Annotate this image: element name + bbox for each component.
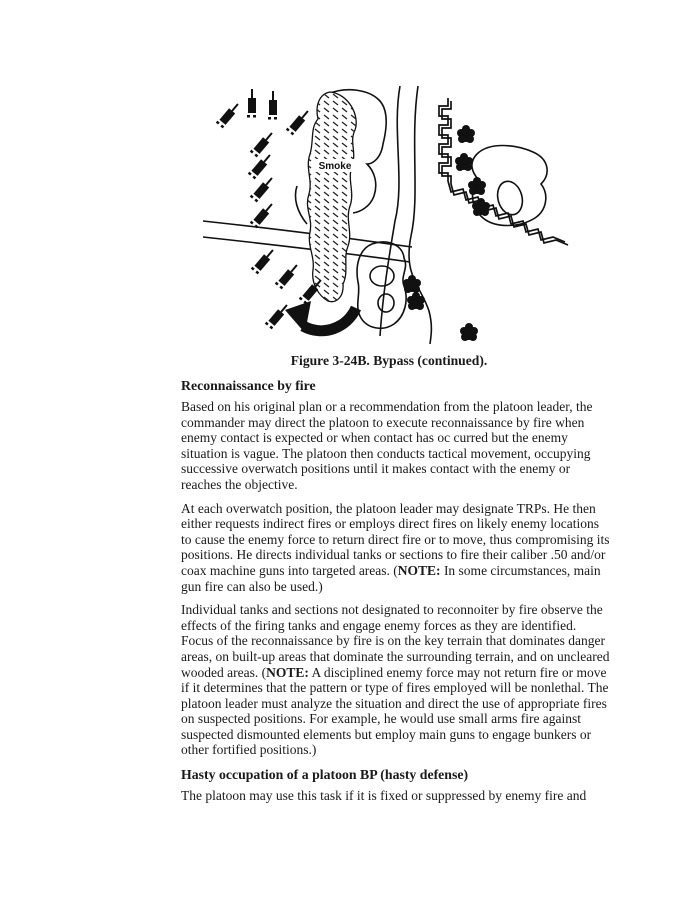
page-content — [181, 86, 611, 812]
paragraph-text: At each overwatch position, the platoon leader may designate TRPs. He then either requests indirect fires or employs direct fires on likely enemy locations to cause the enemy force to return direct fire or to move, thus compromising its positions. He directs individual tanks or sections to fire their caliber .50 and/or coax machine guns into targeted areas. ( — [181, 500, 610, 578]
tank-icon — [250, 175, 275, 203]
paragraph-text: The platoon may use this task if it is fixed or suppressed by enemy fire and — [181, 788, 587, 804]
maneuver-arrow-icon — [285, 301, 356, 333]
tree-icon — [468, 177, 486, 195]
tree-icon — [455, 153, 473, 171]
tank-icon — [250, 201, 275, 229]
tank-icon — [250, 130, 275, 158]
road-vertical-left — [380, 86, 400, 336]
tank-icon — [216, 101, 241, 129]
paragraph-text: Based on his original plan or a recommendation from the platoon leader, the commander may direct the platoon to execute reconnaissance by fire when enemy contact is expected or when contact has oc curred but the enemy situation is vague. The platoon then conducts tactical movement, occupying successive overwatch positions until it makes contact with the enemy or reaches the objective. — [181, 399, 593, 492]
section-heading-hasty-occupation: Hasty occupation of a platoon BP (hasty defense) — [181, 767, 469, 783]
bypass-figure-svg — [197, 86, 573, 350]
tank-icon — [275, 262, 300, 290]
tree-icon — [457, 125, 475, 143]
note-label: NOTE: — [397, 562, 441, 578]
paragraph-text: A disciplined enemy force may not return fire or move if it determines that the pattern or type of fires employed will be nonlethal. The platoon leader must analyze the situation and direct the use of appropriate fires on suspected positions. For example, he would use small arms fire against suspected dismounted elements but employ main guns to engage bunkers or other fortified positions.) — [181, 664, 609, 758]
smoke-cloud — [307, 92, 356, 302]
tank-icon — [251, 247, 276, 275]
tree-icon — [460, 323, 478, 341]
paragraph — [181, 788, 611, 804]
paragraph — [181, 501, 611, 595]
note-label: NOTE: — [266, 664, 309, 680]
road-horizontal — [203, 221, 412, 247]
trench-zigzag — [439, 98, 568, 245]
paragraph — [181, 399, 611, 493]
figure-caption: Figure 3-24B. Bypass (continued). — [290, 353, 488, 368]
tank-icon — [268, 91, 277, 120]
tank-icon — [247, 89, 256, 118]
bypass-figure — [197, 86, 573, 350]
smoke-label: Smoke — [318, 161, 352, 172]
tank-icon — [248, 152, 273, 180]
paragraph-text: Individual tanks and sections not designated to reconnoiter by fire observe the effects of the firing tanks and engage enemy forces as they are identified. Focus of the reconnaissance by fire is on the key terrain that dominates danger areas, on built-up areas that dominate the surrounding terrain, and on uncleared wooded areas. ( — [181, 602, 610, 680]
tree-icon — [403, 275, 421, 293]
tank-icon — [265, 302, 290, 330]
paragraph — [181, 602, 611, 758]
section-heading-reconnaissance-by-fire: Reconnaissance by fire — [181, 378, 316, 393]
paragraph-text: In some circumstances, main gun fire can also be used.) — [181, 562, 601, 594]
tank-icon — [286, 108, 311, 136]
